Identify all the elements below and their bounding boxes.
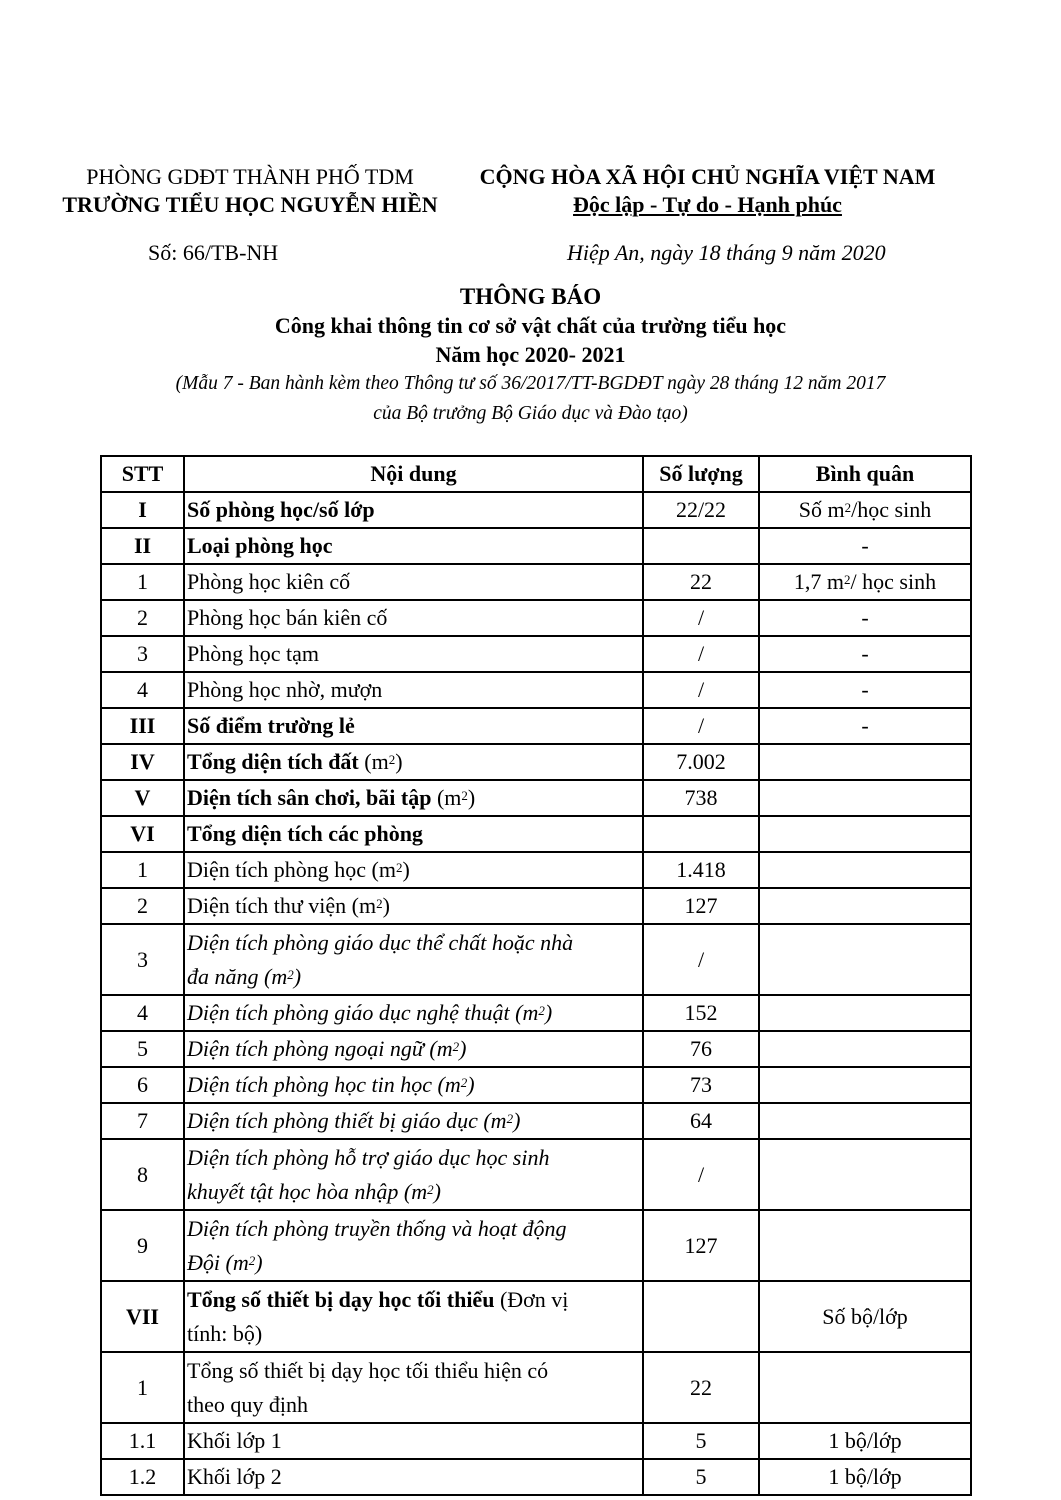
row-quantity: 5 [643, 1423, 759, 1459]
row-stt: VI [101, 816, 184, 852]
header-right [455, 163, 960, 219]
table-row [101, 924, 971, 995]
row-content: Diện tích phòng giáo dục thể chất hoặc nhà đa năng $(m^2)$ [184, 924, 643, 995]
row-average [759, 816, 971, 852]
row-quantity: 73 [643, 1067, 759, 1103]
row-stt: 5 [101, 1031, 184, 1067]
row-quantity: 64 [643, 1103, 759, 1139]
row-average: - [759, 636, 971, 672]
row-quantity: 127 [643, 888, 759, 924]
department-name: PHÒNG GDĐT THÀNH PHỐ TDM [86, 164, 414, 189]
row-stt: 4 [101, 995, 184, 1031]
row-quantity: 152 [643, 995, 759, 1031]
row-content: Loại phòng học [184, 528, 643, 564]
row-average: Số bộ/lớp [759, 1281, 971, 1352]
row-stt: I [101, 492, 184, 528]
row-content: Phòng học nhờ, mượn [184, 672, 643, 708]
row-content: Diện tích phòng thiết bị giáo dục $(m^2)$ [184, 1103, 643, 1139]
row-average [759, 1139, 971, 1210]
row-quantity: 22 [643, 1352, 759, 1423]
row-content: Diện tích phòng giáo dục nghệ thuật $(m^2)$ [184, 995, 643, 1031]
table-row [101, 1459, 971, 1495]
row-quantity: / [643, 600, 759, 636]
row-average [759, 995, 971, 1031]
row-average [759, 888, 971, 924]
legal-note-line1: (Mẫu 7 - Ban hành kèm theo Thông tư số 36/2017/TT-BGDĐT ngày 28 tháng 12 năm 2017 [175, 373, 886, 394]
row-stt: VII [101, 1281, 184, 1352]
row-quantity: / [643, 636, 759, 672]
date-line: Hiệp An, ngày 18 tháng 9 năm 2020 [567, 240, 886, 265]
header-quantity: Số lượng [643, 456, 759, 492]
row-stt: 3 [101, 636, 184, 672]
table-row [101, 1423, 971, 1459]
row-average [759, 1352, 971, 1423]
table-row [101, 492, 971, 528]
row-quantity: 738 [643, 780, 759, 816]
row-stt: 1 [101, 852, 184, 888]
header-average: Bình quân [759, 456, 971, 492]
row-content: Phòng học tạm [184, 636, 643, 672]
table-row [101, 1067, 971, 1103]
row-average: 1 bộ/lớp [759, 1423, 971, 1459]
row-average [759, 780, 971, 816]
row-quantity: / [643, 924, 759, 995]
row-stt: 3 [101, 924, 184, 995]
row-content: Diện tích phòng học tin học $(m^2)$ [184, 1067, 643, 1103]
facilities-table [100, 455, 972, 1496]
row-stt: 2 [101, 600, 184, 636]
table-row [101, 995, 971, 1031]
row-stt: 1.2 [101, 1459, 184, 1495]
row-quantity: 76 [643, 1031, 759, 1067]
row-quantity [643, 816, 759, 852]
row-stt: 2 [101, 888, 184, 924]
country-name: CỘNG HÒA XÃ HỘI CHỦ NGHĨA VIỆT NAM [479, 164, 936, 189]
table-row [101, 1139, 971, 1210]
row-average: 1 bộ/lớp [759, 1459, 971, 1495]
table-row [101, 1210, 971, 1281]
document-subtitle: Công khai thông tin cơ sở vật chất của trường tiểu học [274, 313, 787, 338]
row-quantity: / [643, 708, 759, 744]
row-stt: 9 [101, 1210, 184, 1281]
school-year: Năm học 2020- 2021 [435, 342, 626, 367]
row-average: 1,7 $m^2/$ học sinh [759, 564, 971, 600]
row-quantity: 127 [643, 1210, 759, 1281]
row-stt: III [101, 708, 184, 744]
table-row [101, 528, 971, 564]
row-content: Tổng số thiết bị dạy học tối thiểu hiện có theo quy định [184, 1352, 643, 1423]
row-content: Số phòng học/số lớp [184, 492, 643, 528]
row-content: Tổng diện tích các phòng [184, 816, 643, 852]
row-quantity: 1.418 [643, 852, 759, 888]
row-quantity: 5 [643, 1459, 759, 1495]
table-row [101, 564, 971, 600]
row-content: Phòng học kiên cố [184, 564, 643, 600]
table-row [101, 708, 971, 744]
table-row [101, 1352, 971, 1423]
row-quantity: 22 [643, 564, 759, 600]
row-content: Tổng diện tích đất $(m^2)$ [184, 744, 643, 780]
row-stt: V [101, 780, 184, 816]
header-left [40, 163, 460, 219]
table-row [101, 816, 971, 852]
school-name: TRƯỜNG TIỂU HỌC NGUYỄN HIỀN [62, 192, 438, 217]
document-number: Số: 66/TB-NH [148, 240, 279, 265]
row-content: Diện tích phòng học $(m^2)$ [184, 852, 643, 888]
table-row [101, 852, 971, 888]
row-stt: 1.1 [101, 1423, 184, 1459]
row-quantity: / [643, 672, 759, 708]
row-average [759, 1103, 971, 1139]
legal-note-line2: của Bộ trưởng Bộ Giáo dục và Đào tạo) [373, 403, 688, 424]
row-quantity: 22/22 [643, 492, 759, 528]
row-quantity [643, 528, 759, 564]
row-average: - [759, 528, 971, 564]
row-average [759, 744, 971, 780]
row-average [759, 852, 971, 888]
row-average: - [759, 600, 971, 636]
row-quantity: / [643, 1139, 759, 1210]
row-stt: 4 [101, 672, 184, 708]
row-content: Diện tích phòng hỗ trợ giáo dục học sinh khuyết tật học hòa nhập $(m^2)$ [184, 1139, 643, 1210]
table-row [101, 600, 971, 636]
table-row [101, 1031, 971, 1067]
table-row [101, 744, 971, 780]
row-quantity [643, 1281, 759, 1352]
row-stt: 7 [101, 1103, 184, 1139]
title-block [0, 282, 1061, 429]
table-header-row [101, 456, 971, 492]
table-row [101, 888, 971, 924]
row-average: - [759, 708, 971, 744]
table-row [101, 780, 971, 816]
row-content: Phòng học bán kiên cố [184, 600, 643, 636]
row-content: Diện tích thư viện $(m^2)$ [184, 888, 643, 924]
document-title: THÔNG BÁO [459, 284, 602, 309]
row-content: Khối lớp 1 [184, 1423, 643, 1459]
row-stt: 1 [101, 1352, 184, 1423]
table-row [101, 1281, 971, 1352]
row-stt: 1 [101, 564, 184, 600]
row-content: Tổng số thiết bị dạy học tối thiểu (Đơn vị tính: bộ) [184, 1281, 643, 1352]
row-average [759, 1210, 971, 1281]
header-stt: STT [101, 456, 184, 492]
header-content: Nội dung [184, 456, 643, 492]
row-content: Diện tích phòng truyền thống và hoạt động Đội $(m^2)$ [184, 1210, 643, 1281]
row-average: - [759, 672, 971, 708]
row-stt: 6 [101, 1067, 184, 1103]
row-content: Diện tích sân chơi, bãi tập $(m^2)$ [184, 780, 643, 816]
row-average [759, 1031, 971, 1067]
table-row [101, 1103, 971, 1139]
table-row [101, 636, 971, 672]
row-average [759, 1067, 971, 1103]
row-content: Diện tích phòng ngoại ngữ $(m^2)$ [184, 1031, 643, 1067]
row-content: Khối lớp 2 [184, 1459, 643, 1495]
table-row [101, 672, 971, 708]
row-quantity: 7.002 [643, 744, 759, 780]
row-average: Số $m^2$/học sinh [759, 492, 971, 528]
row-stt: IV [101, 744, 184, 780]
row-content: Số điểm trường lẻ [184, 708, 643, 744]
motto: Độc lập - Tự do - Hạnh phúc [573, 192, 842, 217]
row-stt: II [101, 528, 184, 564]
row-average [759, 924, 971, 995]
row-stt: 8 [101, 1139, 184, 1210]
